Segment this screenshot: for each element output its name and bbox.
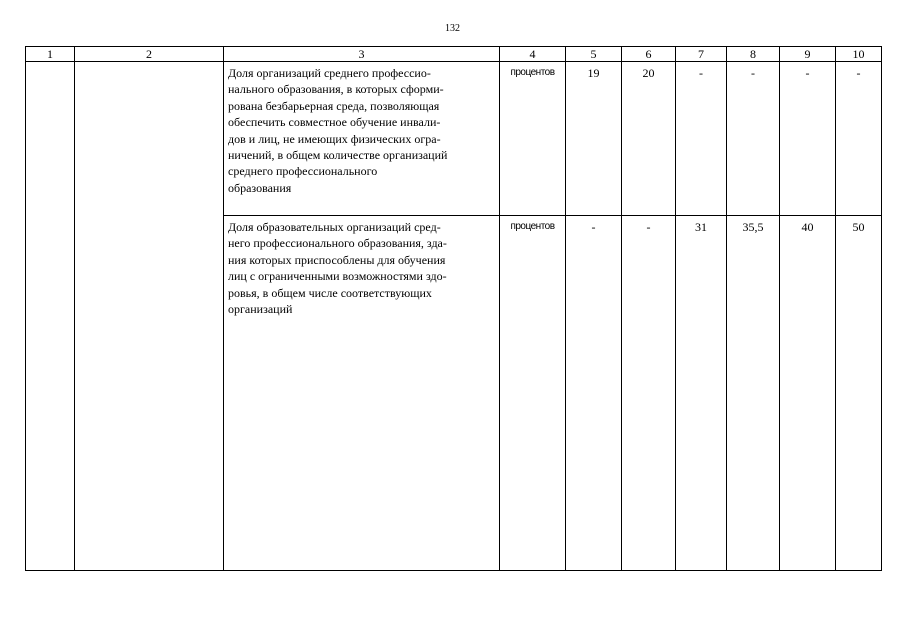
indicator-line: дов и лиц, не имеющих физических огра- — [228, 131, 441, 146]
table-row — [26, 62, 882, 216]
column-header: 6 — [622, 47, 676, 62]
indicator-line: ровья, в общем числе соответствующих — [228, 285, 432, 300]
column-header: 5 — [566, 47, 622, 62]
value-cell: - — [780, 62, 836, 216]
indicator-text — [224, 216, 500, 571]
indicator-line: нального образования, в которых сформи- — [228, 82, 444, 97]
empty-cell-col2 — [75, 62, 224, 571]
value-cell: 40 — [780, 216, 836, 571]
column-header: 9 — [780, 47, 836, 62]
value-cell: - — [727, 62, 780, 216]
column-header: 3 — [224, 47, 500, 62]
column-header: 2 — [75, 47, 224, 62]
value-cell: 50 — [836, 216, 882, 571]
empty-cell-col1 — [26, 62, 75, 571]
column-header: 10 — [836, 47, 882, 62]
table-header-row — [26, 47, 882, 62]
indicator-line: образования — [228, 180, 292, 195]
column-header: 1 — [26, 47, 75, 62]
indicator-line: среднего профессионального — [228, 164, 378, 179]
indicator-line: рована безбарьерная среда, позволяющая — [228, 98, 440, 113]
indicator-line: лиц с ограниченными возможностями здо- — [228, 269, 447, 284]
column-header: 4 — [500, 47, 566, 62]
value-cell: 31 — [676, 216, 727, 571]
value-cell: 35,5 — [727, 216, 780, 571]
column-header: 7 — [676, 47, 727, 62]
indicator-line: обеспечить совместное обучение инвали- — [228, 115, 441, 130]
indicator-line: Доля организаций среднего профессио- — [228, 66, 431, 80]
page-number: 132 — [445, 23, 460, 34]
column-header: 8 — [727, 47, 780, 62]
indicator-line: организаций — [228, 302, 293, 317]
value-cell: - — [566, 216, 622, 571]
value-cell: 20 — [622, 62, 676, 216]
unit-cell: процентов — [500, 216, 566, 571]
value-cell: 19 — [566, 62, 622, 216]
indicators-table — [25, 46, 882, 571]
indicator-line: ния которых приспособлены для обучения — [228, 252, 446, 267]
indicator-line: Доля образовательных организаций сред- — [228, 220, 441, 234]
indicator-line: ничений, в общем количестве организаций — [228, 148, 448, 163]
indicator-text — [224, 62, 500, 216]
indicator-line: него профессионального образования, зда- — [228, 236, 447, 251]
unit-cell: процентов — [500, 62, 566, 216]
value-cell: - — [676, 62, 727, 216]
value-cell: - — [836, 62, 882, 216]
value-cell: - — [622, 216, 676, 571]
